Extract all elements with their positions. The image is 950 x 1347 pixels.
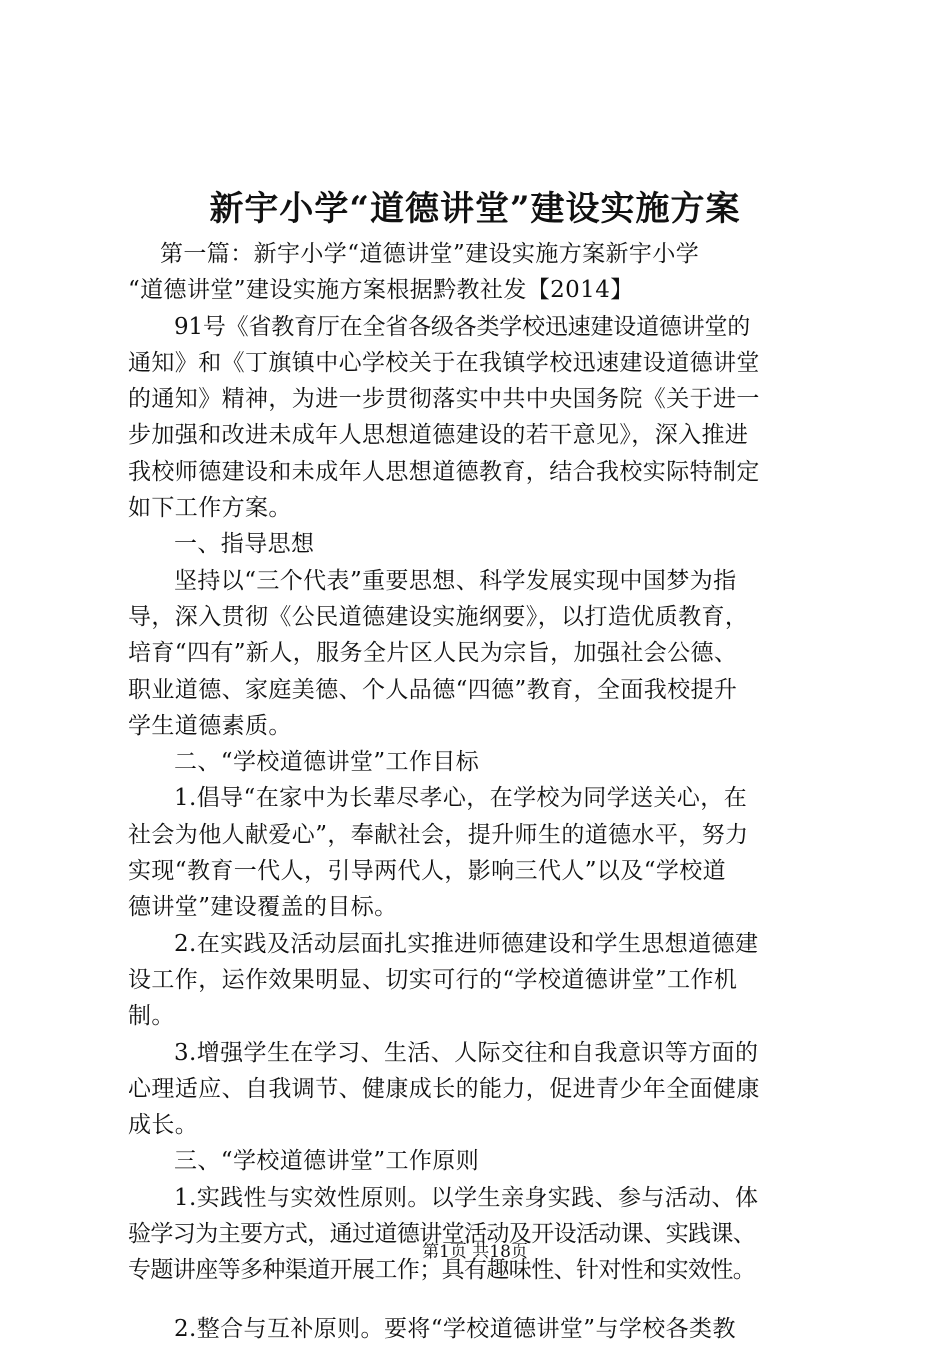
- body-line: 91号《省教育厅在全省各级各类学校迅速建设道德讲堂的: [174, 313, 751, 340]
- body-line: 1.实践性与实效性原则。以学生亲身实践、参与活动、体: [174, 1184, 759, 1211]
- body-line: 通知》和《丁旗镇中心学校关于在我镇学校迅速建设道德讲堂: [128, 349, 760, 376]
- body-line: 培育“四有”新人，服务全片区人民为宗旨，加强社会公德、: [128, 640, 738, 667]
- body-line: 1.倡导“在家中为长辈尽孝心，在学校为同学送关心，在: [174, 785, 748, 812]
- body-line: 制。: [128, 1003, 175, 1030]
- body-line: 2.在实践及活动层面扎实推进师德建设和学生思想道德建: [174, 930, 759, 957]
- section-heading: 三、“学校道德讲堂”工作原则: [174, 1148, 480, 1175]
- body-line: 设工作，运作效果明显、切实可行的“学校道德讲堂”工作机: [128, 966, 738, 993]
- body-line: 职业道德、家庭美德、个人品德“四德”教育，全面我校提升: [128, 676, 738, 703]
- body-line: 学生道德素质。: [128, 712, 292, 739]
- body-line: 成长。: [128, 1112, 199, 1139]
- page-footer: [0, 1240, 950, 1264]
- body-line: 德讲堂”建设覆盖的目标。: [128, 894, 398, 921]
- body-line: “道德讲堂”建设实施方案根据黔教社发【2014】: [128, 277, 634, 304]
- section-heading: 二、“学校道德讲堂”工作目标: [174, 749, 480, 776]
- body-line: 心理适应、自我调节、健康成长的能力，促进青少年全面健康: [128, 1075, 760, 1102]
- body-line: 3.增强学生在学习、生活、人际交往和自我意识等方面的: [174, 1039, 759, 1066]
- body-line: 专题讲座等多种渠道开展工作；具有趣味性、针对性和实效性。: [128, 1257, 756, 1284]
- body-line: 第一篇：新宇小学“道德讲堂”建设实施方案新宇小学: [160, 241, 700, 267]
- body-line: 步加强和改进未成年人思想道德建设的若干意见》，深入推进: [128, 422, 749, 449]
- body-line: 坚持以“三个代表”重要思想、科学发展实现中国梦为指: [174, 567, 737, 594]
- body-line: 验学习为主要方式，通过道德讲堂活动及开设活动课、实践课、: [128, 1221, 756, 1248]
- body-line: 的通知》精神，为进一步贯彻落实中共中央国务院《关于进一: [128, 386, 760, 413]
- body-line: 我校师德建设和未成年人思想道德教育，结合我校实际特制定: [128, 458, 760, 485]
- document-body: [128, 236, 842, 1347]
- body-line: 社会为他人献爱心”，奉献社会，提升师生的道德水平，努力: [128, 821, 749, 848]
- body-line: 导，深入贯彻《公民道德建设实施纲要》，以打造优质教育，: [128, 603, 749, 630]
- section-heading: 一、指导思想: [174, 531, 315, 558]
- document-title: 新宇小学“道德讲堂”建设实施方案: [209, 189, 741, 229]
- body-line: 如下工作方案。: [128, 495, 292, 522]
- body-line: 2.整合与互补原则。要将“学校道德讲堂”与学校各类教: [174, 1315, 736, 1342]
- body-line: 实现“教育一代人，引导两代人，影响三代人”以及“学校道: [128, 858, 727, 885]
- page-number-label: 第1页 共18页: [422, 1242, 528, 1262]
